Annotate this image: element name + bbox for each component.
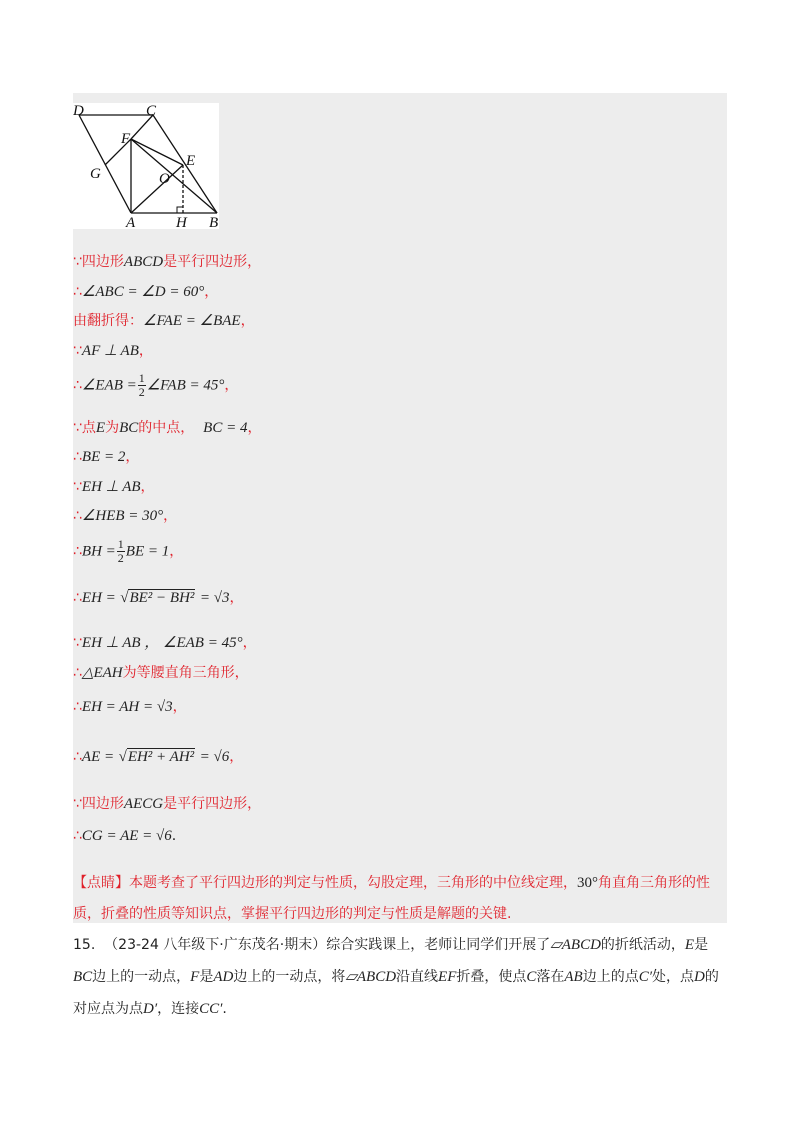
solution-line-10: ∴BH = $\frac{1}{2}$ BE = 1， <box>73 537 184 565</box>
problem-15: 15. （23-24 八年级下·广东茂名·期末）综合实践课上，老师让同学们开展了▱ABCD的折纸活动，E是BC边上的一动点，F是AD边上的一动点，将▱ABCD沿直线EF折叠，使点C落在AB边上的点C′处，点D的对应点为点D′，连接CC′. <box>73 937 719 1017</box>
label-G: G <box>90 166 101 182</box>
right-angle-H <box>177 207 183 213</box>
solution-line-3: 由翻折得：∠FAE = ∠BAE， <box>73 313 255 329</box>
solution-line-7: ∴BE = 2， <box>73 449 140 465</box>
label-A: A <box>126 215 136 229</box>
solution-line-2: ∴∠ABC = ∠D = 60°， <box>73 284 219 300</box>
edge-CB <box>153 115 217 213</box>
label-B: B <box>209 215 219 229</box>
solution-line-5: ∴∠EAB = $\frac{1}{2}$ ∠FAB = 45°， <box>73 371 239 399</box>
label-C: C <box>146 103 157 119</box>
solution-line-13: ∴△EAH为等腰直角三角形， <box>73 665 249 681</box>
label-D: D <box>73 103 84 119</box>
solution-line-4: ∵AF ⊥ AB， <box>73 343 153 359</box>
solution-line-6: ∵点E为BC的中点， BC = 4， <box>73 420 262 436</box>
solution-line-15: ∴AE = √EH² + AH² = √6， <box>73 749 244 765</box>
label-F: F <box>121 131 131 147</box>
geometry-figure <box>73 103 219 229</box>
comment-paragraph: 【点睛】本题考查了平行四边形的判定与性质，勾股定理，三角形的中位线定理，30°角直角三角形的性质，折叠的性质等知识点，掌握平行四边形的判定与性质是解题的关键. <box>73 875 710 922</box>
comment-tag: 【点睛】 <box>73 875 129 891</box>
solution-line-14: ∴EH = AH = √3， <box>73 699 187 715</box>
label-E: E <box>186 153 196 169</box>
problem-number: 15. <box>73 937 96 953</box>
solution-line-9: ∴∠HEB = 30°， <box>73 508 178 524</box>
solution-line-11: ∴EH = √BE² − BH² = √3， <box>73 590 244 606</box>
solution-line-17: ∴CG = AE = √6. <box>73 828 177 844</box>
label-O: O <box>159 171 170 187</box>
solution-line-12: ∵EH ⊥ AB ， ∠EAB = 45°， <box>73 635 257 651</box>
solution-line-1: ∵四边形ABCD是平行四边形， <box>73 254 262 270</box>
solution-line-16: ∵四边形AECG是平行四边形， <box>73 796 262 812</box>
solution-line-8: ∵EH ⊥ AB， <box>73 479 155 495</box>
edge-DA <box>79 115 131 213</box>
segment-AE <box>131 165 183 213</box>
label-H: H <box>176 215 187 229</box>
